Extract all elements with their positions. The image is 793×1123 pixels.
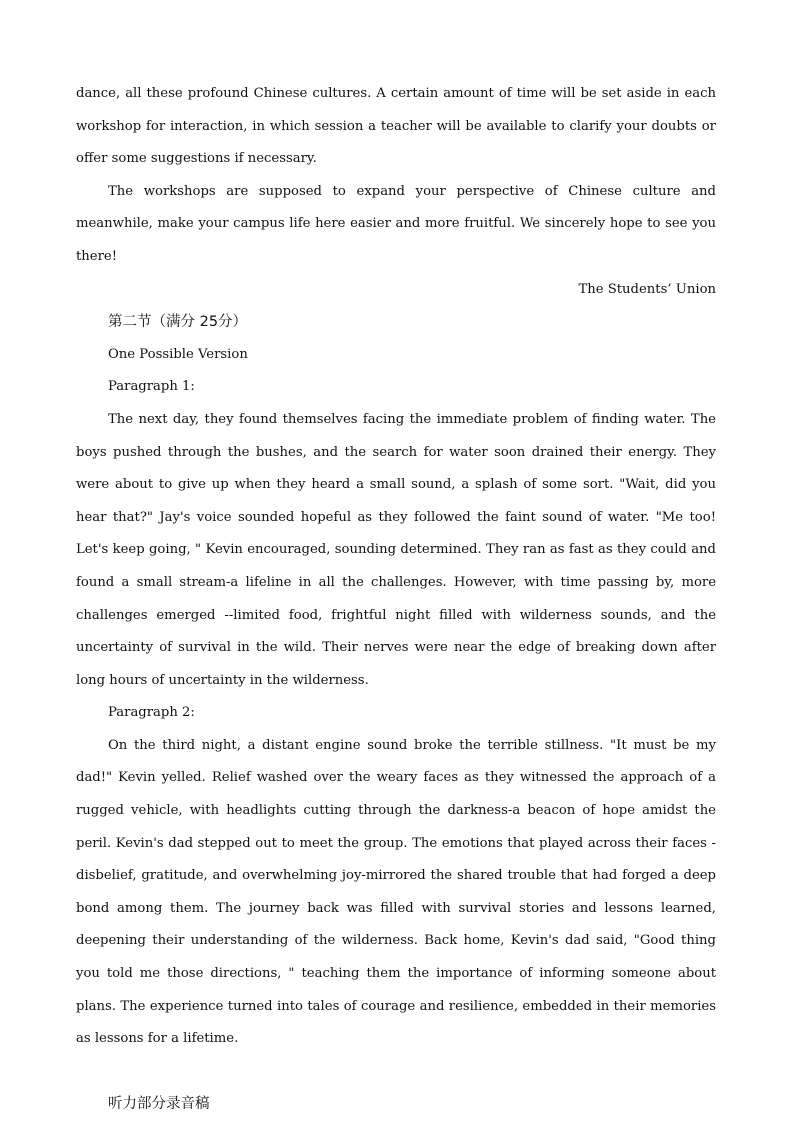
document-page xyxy=(76,78,716,1120)
version-label: One Possible Version xyxy=(108,346,248,362)
paragraph2-label: Paragraph 2: xyxy=(108,705,195,721)
section2-heading: 第二节（满分 25分） xyxy=(108,314,248,331)
spacer xyxy=(76,1056,716,1088)
passage-end-paragraph-2: The workshops are supposed to expand your perspective of Chinese culture and meanwhile, make your campus life here easier and more fruitful. We sincerely hope to see you there! xyxy=(76,183,716,264)
listening-heading: 听力部分录音稿 xyxy=(108,1095,210,1112)
signature: The Students’ Union xyxy=(578,281,716,297)
passage-end-paragraph-1: dance, all these profound Chinese cultures. A certain amount of time will be set aside in each workshop for interaction, in which session a teacher will be available to clarify your doubts or offer some suggestions if necessary. xyxy=(76,86,716,167)
paragraph1-text: The next day, they found themselves facing the immediate problem of finding water. The boys pushed through the bushes, and the search for water soon drained their energy. They were about to give up when they heard a small sound, a splash of some sort. "Wait, did you hear that?" Jay's voice sounded hopeful as they followed the faint sound of water. "Me too! Let's keep going, " Kevin encouraged, sounding determined. They ran as fast as they could and found a small stream-a lifeline in all the challenges. However, with time passing by, more challenges emerged --limited food, frightful night filled with wilderness sounds, and the uncertainty of survival in the wild. Their nerves were near the edge of breaking down after long hours of uncertainty in the wilderness. xyxy=(76,411,716,688)
paragraph2-text: On the third night, a distant engine sound broke the terrible stillness. "It must be my dad!" Kevin yelled. Relief washed over the weary faces as they witnessed the approach of a rugged vehicle, with headlights cutting through the darkness-a beacon of hope amidst the peril. Kevin's dad stepped out to meet the group. The emotions that played across their faces -disbelief, gratitude, and overwhelming joy-mirrored the shared trouble that had forged a deep bond among them. The journey back was filled with survival stories and lessons learned, deepening their understanding of the wilderness. Back home, Kevin's dad said, "Good thing you told me those directions, " teaching them the importance of informing someone about plans. The experience turned into tales of courage and resilience, embedded in their memories as lessons for a lifetime. xyxy=(76,737,716,1047)
paragraph1-label: Paragraph 1: xyxy=(108,379,195,395)
